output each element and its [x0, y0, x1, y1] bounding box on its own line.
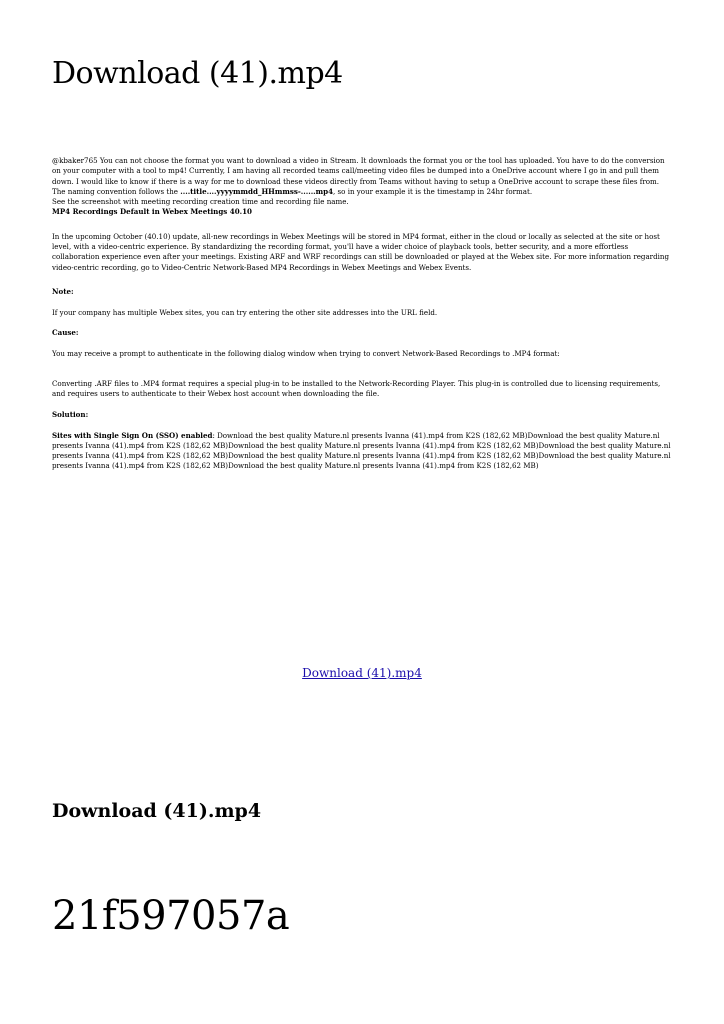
- cause-label: [52, 328, 672, 338]
- note-label: [52, 287, 672, 297]
- heading-webex-text: MP4 Recordings Default in Webex Meetings 40.10: [52, 207, 252, 217]
- solution-body: : Download the best quality Mature.nl presents Ivanna (41).mp4 from K2S (182,62 MB)Download the best quality Mature.nl presents Ivanna (41).mp4 from K2S (182,62 MB)Download the best quality Mature.nl presents Ivanna (41).mp4 from K2S (182,62 MB)Download the best quality Mature.nl presents Ivanna (41).mp4 from K2S (182,62 MB)Download the best quality Mature.nl presents Ivanna (41).mp4 from K2S (182,62 MB)Download the best quality Mature.nl presents Ivanna (41).mp4 from K2S (182,62 MB)Download the best quality Mature.nl presents Ivanna (41).mp4 from K2S (182,62 MB): [52, 430, 671, 471]
- download-subtitle: Download (41).mp4: [52, 800, 262, 822]
- paragraph-converting: Converting .ARF files to .MP4 format requires a special plug-in to be installed to the Network-Recording Player. This plug-in is controlled due to licensing requirements, and requires users to authenticate to their Webex host account when downloading the file.: [52, 379, 661, 399]
- paragraph-intro: [52, 156, 672, 197]
- heading-webex: [52, 207, 672, 217]
- note-label-text: Note:: [52, 286, 74, 296]
- solution-label: [52, 410, 672, 420]
- solution-text: [52, 431, 672, 472]
- cause-label-text: Cause:: [52, 328, 79, 338]
- solution-label-text: Solution:: [52, 409, 89, 419]
- sso-label: Sites with Single Sign On (SSO) enabled: [52, 430, 213, 440]
- paragraph-intro-text: @kbaker765 You can not choose the format you want to download a video in Stream. It downloads the format you or the tool has uploaded. You have to do the conversion on your computer with a tool to mp4! Currently, I am having all recorded teams call/meeting video files be dumped into a OneDrive account where I go in and pull them down. I would like to know if there is a way for me to download these videos directly from Teams without having to setup a OneDrive account to scrape these files from. The naming convention follows the: [52, 156, 665, 196]
- cause-text: You may receive a prompt to authenticate in the following dialog window when trying to convert Network-Based Recordings to .MP4 format:: [52, 348, 560, 358]
- download-link[interactable]: Download (41).mp4: [302, 666, 422, 680]
- hash-code: 21f597057a: [52, 893, 290, 939]
- note-text: If your company has multiple Webex sites, you can try entering the other site addresses into the URL field.: [52, 307, 438, 317]
- paragraph-update: In the upcoming October (40.10) update, all-new recordings in Webex Meetings will be stored in MP4 format, either in the cloud or locally as selected at the site or host level, with a video-centric experience. By standardizing the recording format, you'll have a wider choice of playback tools, better security, and a more effortless collaboration experience even after your meetings. Existing ARF and WRF recordings can still be downloaded or played at the Webex site. For more information regarding video-centric recording, go to Video-Centric Network-Based MP4 Recordings in Webex Meetings and Webex Events.: [52, 231, 669, 272]
- naming-convention: ....title....yyyymmdd_HHmmss-......mp4: [180, 186, 334, 196]
- paragraph-intro-end: , so in your example it is the timestamp in 24hr format.: [333, 186, 533, 196]
- document-body: [52, 156, 672, 472]
- page-title: Download (41).mp4: [52, 56, 343, 91]
- download-link-wrapper: [0, 666, 724, 680]
- paragraph-screenshot: See the screenshot with meeting recording creation time and recording file name.: [52, 197, 349, 207]
